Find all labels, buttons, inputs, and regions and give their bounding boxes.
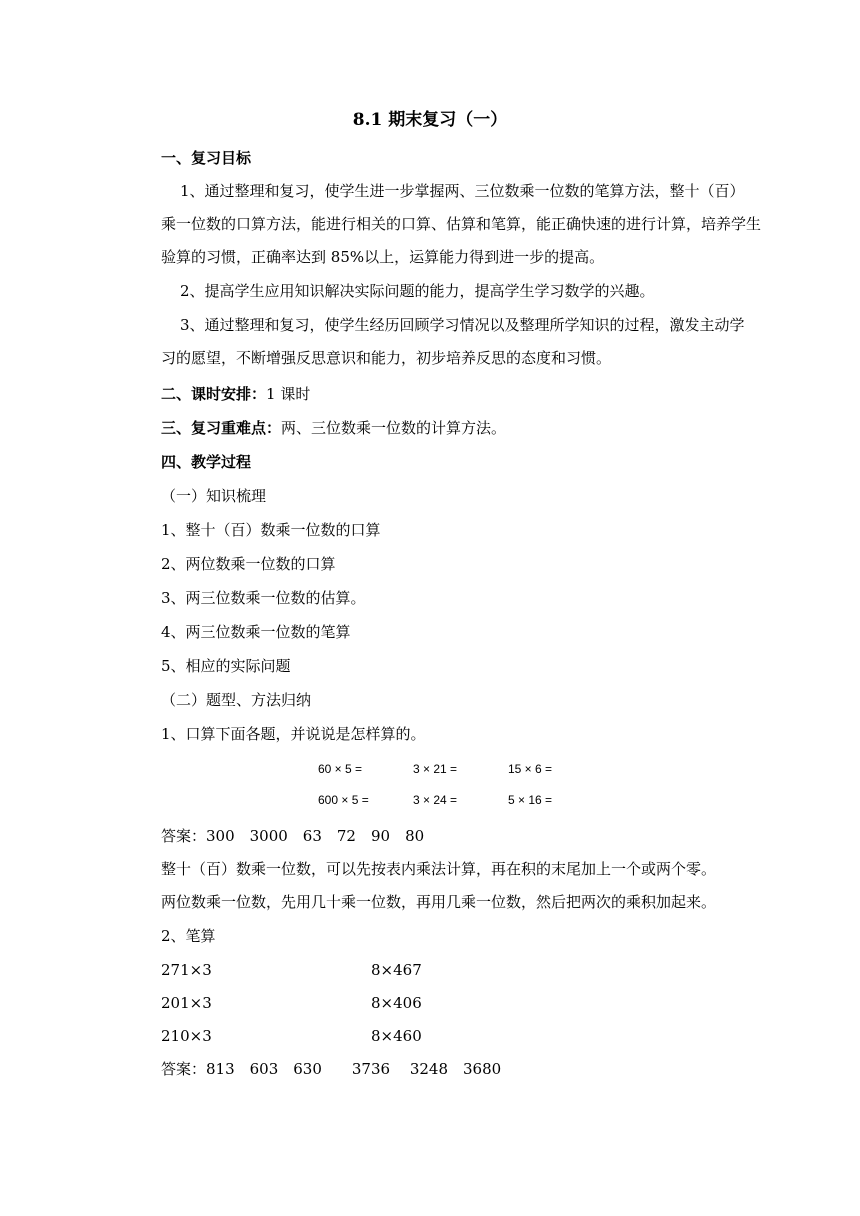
answer-2: 答案：813 603 630 3736 3248 3680	[161, 1060, 502, 1078]
calc-item: 201×3	[161, 994, 212, 1012]
method-note-1: 整十（百）数乘一位数，可以先按表内乘法计算，再在积的末尾加上一个或两个零。	[161, 860, 717, 878]
goal-1-line-1: 1、通过整理和复习，使学生进一步掌握两、三位数乘一位数的笔算方法，整十（百）	[180, 182, 745, 200]
schedule-line	[161, 384, 310, 404]
answer-1: 答案：300 3000 63 72 90 80	[161, 827, 425, 845]
question-2: 2、笔算	[161, 927, 216, 945]
calc-item: 15 × 6 =	[508, 762, 553, 776]
calc-item: 3 × 21 =	[413, 762, 458, 776]
list-item: 4、两三位数乘一位数的笔算	[161, 623, 351, 641]
goal-1-line-2: 乘一位数的口算方法，能进行相关的口算、估算和笔算，能正确快速的进行计算，培养学生	[161, 215, 762, 233]
page-title: 8.1 期末复习（一）	[352, 110, 508, 130]
key-points-line	[161, 418, 506, 438]
question-1: 1、口算下面各题，并说说是怎样算的。	[161, 725, 426, 743]
subsection-knowledge: （一）知识梳理	[161, 487, 267, 505]
schedule-label: 二、课时安排：	[161, 385, 267, 403]
goal-3-line-1: 3、通过整理和复习，使学生经历回顾学习情况以及整理所学知识的过程，激发主动学	[180, 316, 745, 334]
section-heading-process: 四、教学过程	[161, 453, 252, 471]
calc-item: 210×3	[161, 1027, 212, 1045]
schedule-value: 1 课时	[266, 385, 311, 403]
key-points-value: 两、三位数乘一位数的计算方法。	[281, 419, 507, 437]
goal-3-line-2: 习的愿望，不断增强反思意识和能力，初步培养反思的态度和习惯。	[161, 349, 612, 367]
calc-item: 271×3	[161, 961, 212, 979]
list-item: 1、整十（百）数乘一位数的口算	[161, 521, 381, 539]
calc-item: 8×467	[371, 961, 422, 979]
calc-item: 60 × 5 =	[318, 762, 363, 776]
calc-item: 3 × 24 =	[413, 793, 458, 807]
goal-2: 2、提高学生应用知识解决实际问题的能力，提高学生学习数学的兴趣。	[180, 282, 655, 300]
key-points-label: 三、复习重难点：	[161, 419, 282, 437]
list-item: 2、两位数乘一位数的口算	[161, 555, 336, 573]
section-heading-goals: 一、复习目标	[161, 149, 252, 167]
calc-item: 600 × 5 =	[318, 793, 369, 807]
list-item: 5、相应的实际问题	[161, 657, 291, 675]
calc-item: 5 × 16 =	[508, 793, 553, 807]
list-item: 3、两三位数乘一位数的估算。	[161, 589, 366, 607]
subsection-methods: （二）题型、方法归纳	[161, 691, 312, 709]
method-note-2: 两位数乘一位数，先用几十乘一位数，再用几乘一位数，然后把两次的乘积加起来。	[161, 893, 717, 911]
calc-item: 8×406	[371, 994, 422, 1012]
goal-1-line-3: 验算的习惯，正确率达到 85%以上，运算能力得到进一步的提高。	[161, 248, 605, 266]
calc-item: 8×460	[371, 1027, 422, 1045]
